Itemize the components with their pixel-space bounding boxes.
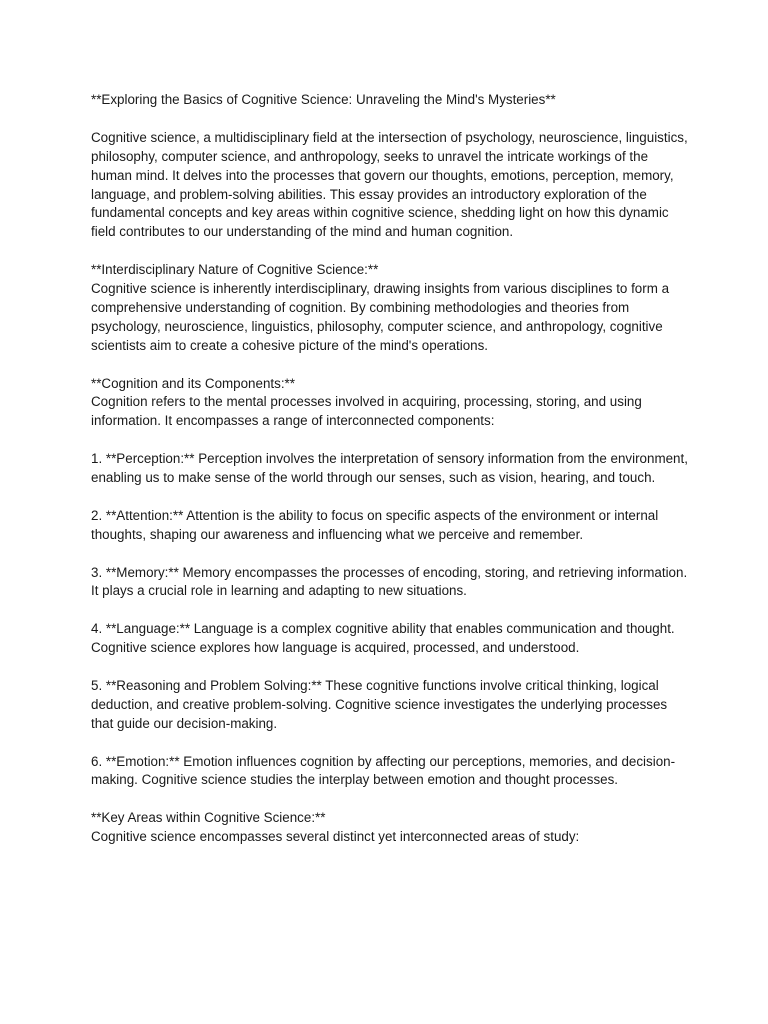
list-item: 4. **Language:** Language is a complex cognitive ability that enables communication and thought. Cognitive science explores how language is acquired, processed, and understood. [91, 621, 675, 656]
section-body: Cognition refers to the mental processes involved in acquiring, processing, storing, and using information. It encompasses a range of interconnected components: [91, 394, 642, 429]
list-item: 2. **Attention:** Attention is the ability to focus on specific aspects of the environment or internal thoughts, shaping our awareness and influencing what we perceive and remember. [91, 507, 659, 542]
list-item: 1. **Perception:** Perception involves the interpretation of sensory information from the environment, enabling us to make sense of the world through our senses, such as vision, hearing, and touch. [91, 451, 688, 486]
section-body: Cognitive science encompasses several distinct yet interconnected areas of study: [91, 829, 580, 845]
section-key-areas [91, 809, 691, 847]
document-title: **Exploring the Basics of Cognitive Science: Unraveling the Mind's Mysteries** [91, 92, 556, 107]
document-body [91, 91, 691, 866]
section-body: Cognitive science is inherently interdisciplinary, drawing insights from various disciplines to form a comprehensive understanding of cognition. By combining methodologies and theories from psychology, neuroscience, linguistics, philosophy, computer science, and anthropology, cognitive scientists aim to create a cohesive picture of the mind's operations. [91, 281, 670, 353]
list-item: 3. **Memory:** Memory encompasses the processes of encoding, storing, and retrieving information. It plays a crucial role in learning and adapting to new situations. [91, 564, 688, 599]
section-heading: **Key Areas within Cognitive Science:** [91, 810, 326, 826]
section-components [91, 375, 691, 432]
list-item: 5. **Reasoning and Problem Solving:** These cognitive functions involve critical thinking, logical deduction, and creative problem-solving. Cognitive science investigates the underlying processes that guide our decision-making. [91, 677, 668, 731]
list-item: 6. **Emotion:** Emotion influences cognition by affecting our perceptions, memories, and decision-making. Cognitive science studies the interplay between emotion and thought processes. [91, 753, 676, 788]
section-interdisciplinary [91, 261, 691, 356]
section-heading: **Interdisciplinary Nature of Cognitive Science:** [91, 262, 379, 278]
intro-paragraph: Cognitive science, a multidisciplinary field at the intersection of psychology, neuroscience, linguistics, philosophy, computer science, and anthropology, seeks to unravel the intricate workings of the human mind. It delves into the processes that govern our thoughts, emotions, perception, memory, language, and problem-solving abilities. This essay provides an introductory exploration of the fundamental concepts and key areas within cognitive science, shedding light on how this dynamic field contributes to our understanding of the mind and human cognition. [91, 129, 688, 240]
section-heading: **Cognition and its Components:** [91, 375, 295, 391]
